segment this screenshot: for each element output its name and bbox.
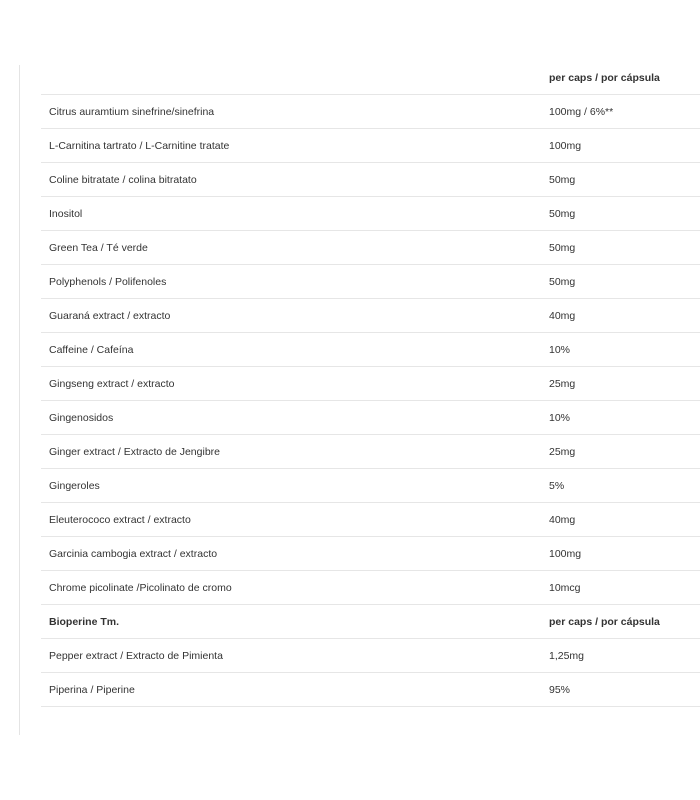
left-divider: [19, 65, 20, 735]
ingredient-name-cell: Green Tea / Té verde: [49, 241, 148, 254]
ingredient-amount-cell: 10%: [549, 411, 571, 424]
ingredient-name-cell: Guaraná extract / extracto: [49, 309, 171, 322]
table-row: [41, 469, 700, 503]
table-row: [41, 163, 700, 197]
ingredient-name-cell: Gingeroles: [49, 479, 100, 492]
ingredient-amount-cell: 40mg: [549, 309, 576, 322]
ingredient-name-cell: Bioperine Tm.: [49, 615, 120, 628]
ingredient-amount-cell: 10mcg: [549, 581, 581, 594]
ingredient-name-cell: Chrome picolinate /Picolinato de cromo: [49, 581, 232, 594]
ingredient-name-cell: Eleuterococo extract / extracto: [49, 513, 191, 526]
ingredient-name-cell: Gingseng extract / extracto: [49, 377, 175, 390]
ingredient-name-cell: Coline bitratate / colina bitratato: [49, 173, 197, 186]
ingredient-name-cell: Pepper extract / Extracto de Pimienta: [49, 649, 223, 662]
ingredient-name-cell: L-Carnitina tartrato / L-Carnitine tratate: [49, 139, 230, 152]
ingredient-name-cell: Caffeine / Cafeína: [49, 343, 134, 356]
table-row: [41, 673, 700, 707]
table-row: [41, 197, 700, 231]
table-row: [41, 299, 700, 333]
ingredient-amount-cell: 25mg: [549, 377, 576, 390]
table-row: [41, 367, 700, 401]
table-row: [41, 231, 700, 265]
ingredient-amount-cell: 100mg / 6%**: [549, 105, 614, 118]
table-row: [41, 571, 700, 605]
table-header-row: [41, 61, 700, 95]
ingredient-name-cell: Inositol: [49, 207, 83, 220]
header-value-cell: per caps / por cápsula: [549, 71, 660, 84]
ingredient-name-cell: Ginger extract / Extracto de Jengibre: [49, 445, 220, 458]
ingredient-name-cell: Gingenosidos: [49, 411, 114, 424]
ingredient-name-cell: Garcinia cambogia extract / extracto: [49, 547, 218, 560]
ingredient-amount-cell: 1,25mg: [549, 649, 585, 662]
table-row: [41, 537, 700, 571]
ingredient-amount-cell: 25mg: [549, 445, 576, 458]
ingredient-amount-cell: 40mg: [549, 513, 576, 526]
ingredient-amount-cell: 50mg: [549, 241, 576, 254]
nutrition-table: [41, 61, 700, 707]
table-body: [41, 95, 700, 707]
ingredient-amount-cell: per caps / por cápsula: [549, 615, 660, 628]
table-row: [41, 95, 700, 129]
table-row: [41, 435, 700, 469]
table-row: [41, 639, 700, 673]
ingredient-amount-cell: 50mg: [549, 207, 576, 220]
ingredient-name-cell: Citrus auramtium sinefrine/sinefrina: [49, 105, 215, 118]
ingredient-amount-cell: 95%: [549, 683, 571, 696]
table-row: [41, 605, 700, 639]
table-row: [41, 129, 700, 163]
table-row: [41, 333, 700, 367]
table-row: [41, 265, 700, 299]
ingredient-amount-cell: 10%: [549, 343, 571, 356]
ingredient-name-cell: Piperina / Piperine: [49, 683, 135, 696]
ingredient-amount-cell: 50mg: [549, 173, 576, 186]
table-row: [41, 401, 700, 435]
ingredient-amount-cell: 50mg: [549, 275, 576, 288]
ingredient-amount-cell: 5%: [549, 479, 565, 492]
table-row: [41, 503, 700, 537]
ingredient-amount-cell: 100mg: [549, 139, 582, 152]
ingredient-amount-cell: 100mg: [549, 547, 582, 560]
ingredient-name-cell: Polyphenols / Polifenoles: [49, 275, 167, 288]
